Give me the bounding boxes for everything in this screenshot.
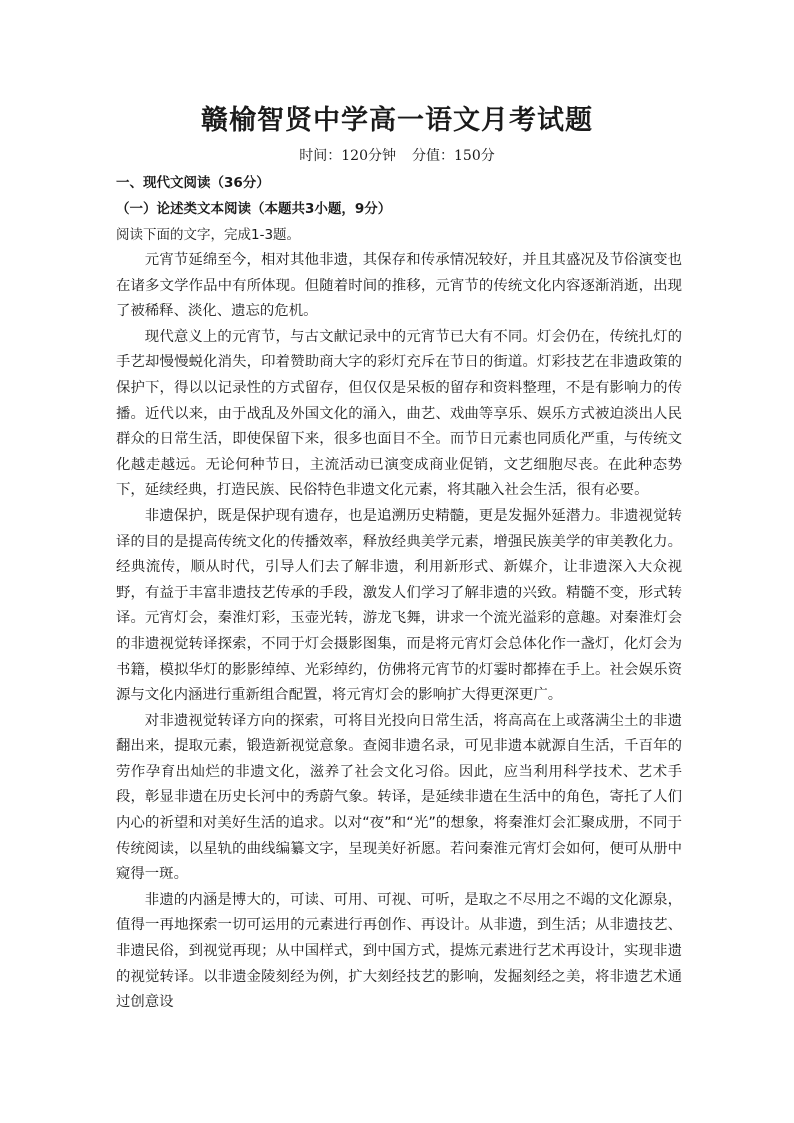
section-heading-part1: 一、现代文阅读（36分） <box>116 175 270 191</box>
score-label: 分值：150分 <box>412 148 495 164</box>
time-label: 时间：120分钟 <box>299 148 396 164</box>
passage-paragraph: 对非遗视觉转译方向的探索，可将目光投向日常生活，将高高在上或落满尘土的非遗翻出来，提取元素，锻造新视觉意象。查阅非遗名录，可见非遗本就源自生活，千百年的劳作孕育出灿烂的非遗文化，滋养了社会文化习俗。因此，应当利用科学技术、艺术手段，彰显非遗在历史长河中的秀蔚气象。转译，是延续非遗在生活中的角色，寄托了人们内心的祈望和对美好生活的追求。以对“夜”和“光”的想象，将秦淮灯会汇聚成册，不同于传统阅读，以星轨的曲线编纂文字，呈现美好祈愿。若问秦淮元宵灯会如何，便可从册中窥得一斑。 <box>116 712 682 883</box>
section-heading-part1-sub1: （一）论述类文本阅读（本题共3小题，9分） <box>116 201 392 217</box>
exam-info <box>0 145 794 165</box>
passage-paragraph: 元宵节延绵至今，相对其他非遗，其保存和传承情况较好，并且其盛况及节俗演变也在诸多文学作品中有所体现。但随着时间的推移，元宵节的传统文化内容逐渐消逝，出现了被稀释、淡化、遗忘的危机。 <box>116 252 682 320</box>
passage-body <box>116 248 682 1016</box>
reading-instruction: 阅读下面的文字，完成1-3题。 <box>116 227 301 243</box>
exam-title: 赣榆智贤中学高一语文月考试题 <box>201 105 593 136</box>
passage-paragraph: 非遗保护，既是保护现有遗存，也是追溯历史精髓，更是发掘外延潜力。非遗视觉转译的目的是提高传统文化的传播效率，释放经典美学元素，增强民族美学的审美教化力。经典流传，顺从时代，引导人们去了解非遗，利用新形式、新媒介，让非遗深入大众视野，有益于丰富非遗技艺传承的手段，激发人们学习了解非遗的兴致。精髓不变，形式转译。元宵灯会，秦淮灯彩，玉壶光转，游龙飞舞，讲求一个流光溢彩的意趣。对秦淮灯会的非遗视觉转译探索，不同于灯会摄影图集，而是将元宵灯会总体化作一盏灯，化灯会为书籍，模拟华灯的影影绰绰、光彩绰约，仿佛将元宵节的灯霎时都捧在手上。社会娱乐资源与文化内涵进行重新组合配置，将元宵灯会的影响扩大得更深更广。 <box>116 507 682 704</box>
passage-paragraph: 现代意义上的元宵节，与古文献记录中的元宵节已大有不同。灯会仍在，传统扎灯的手艺却慢慢蜕化消失，印着赞助商大字的彩灯充斥在节日的街道。灯彩技艺在非遗政策的保护下，得以以记录性的方式留存，但仅仅是呆板的留存和资料整理，不是有影响力的传播。近代以来，由于战乱及外国文化的涌入，曲艺、戏曲等享乐、娱乐方式被迫淡出人民群众的日常生活，即使保留下来，很多也面目不全。而节日元素也同质化严重，与传统文化越走越远。无论何种节日，主流活动已演变成商业促销，文艺细胞尽丧。在此种态势下，延续经典，打造民族、民俗特色非遗文化元素，将其融入社会生活，很有必要。 <box>116 328 682 499</box>
passage-paragraph: 非遗的内涵是博大的，可读、可用、可视、可听，是取之不尽用之不竭的文化源泉，值得一再地探索一切可运用的元素进行再创作、再设计。从非遗，到生活；从非遗技艺、非遗民俗，到视觉再现；从中国样式，到中国方式，提炼元素进行艺术再设计，实现非遗的视觉转译。以非遗金陵刻经为例，扩大刻经技艺的影响，发掘刻经之美，将非遗艺术通过创意设 <box>116 891 682 1011</box>
